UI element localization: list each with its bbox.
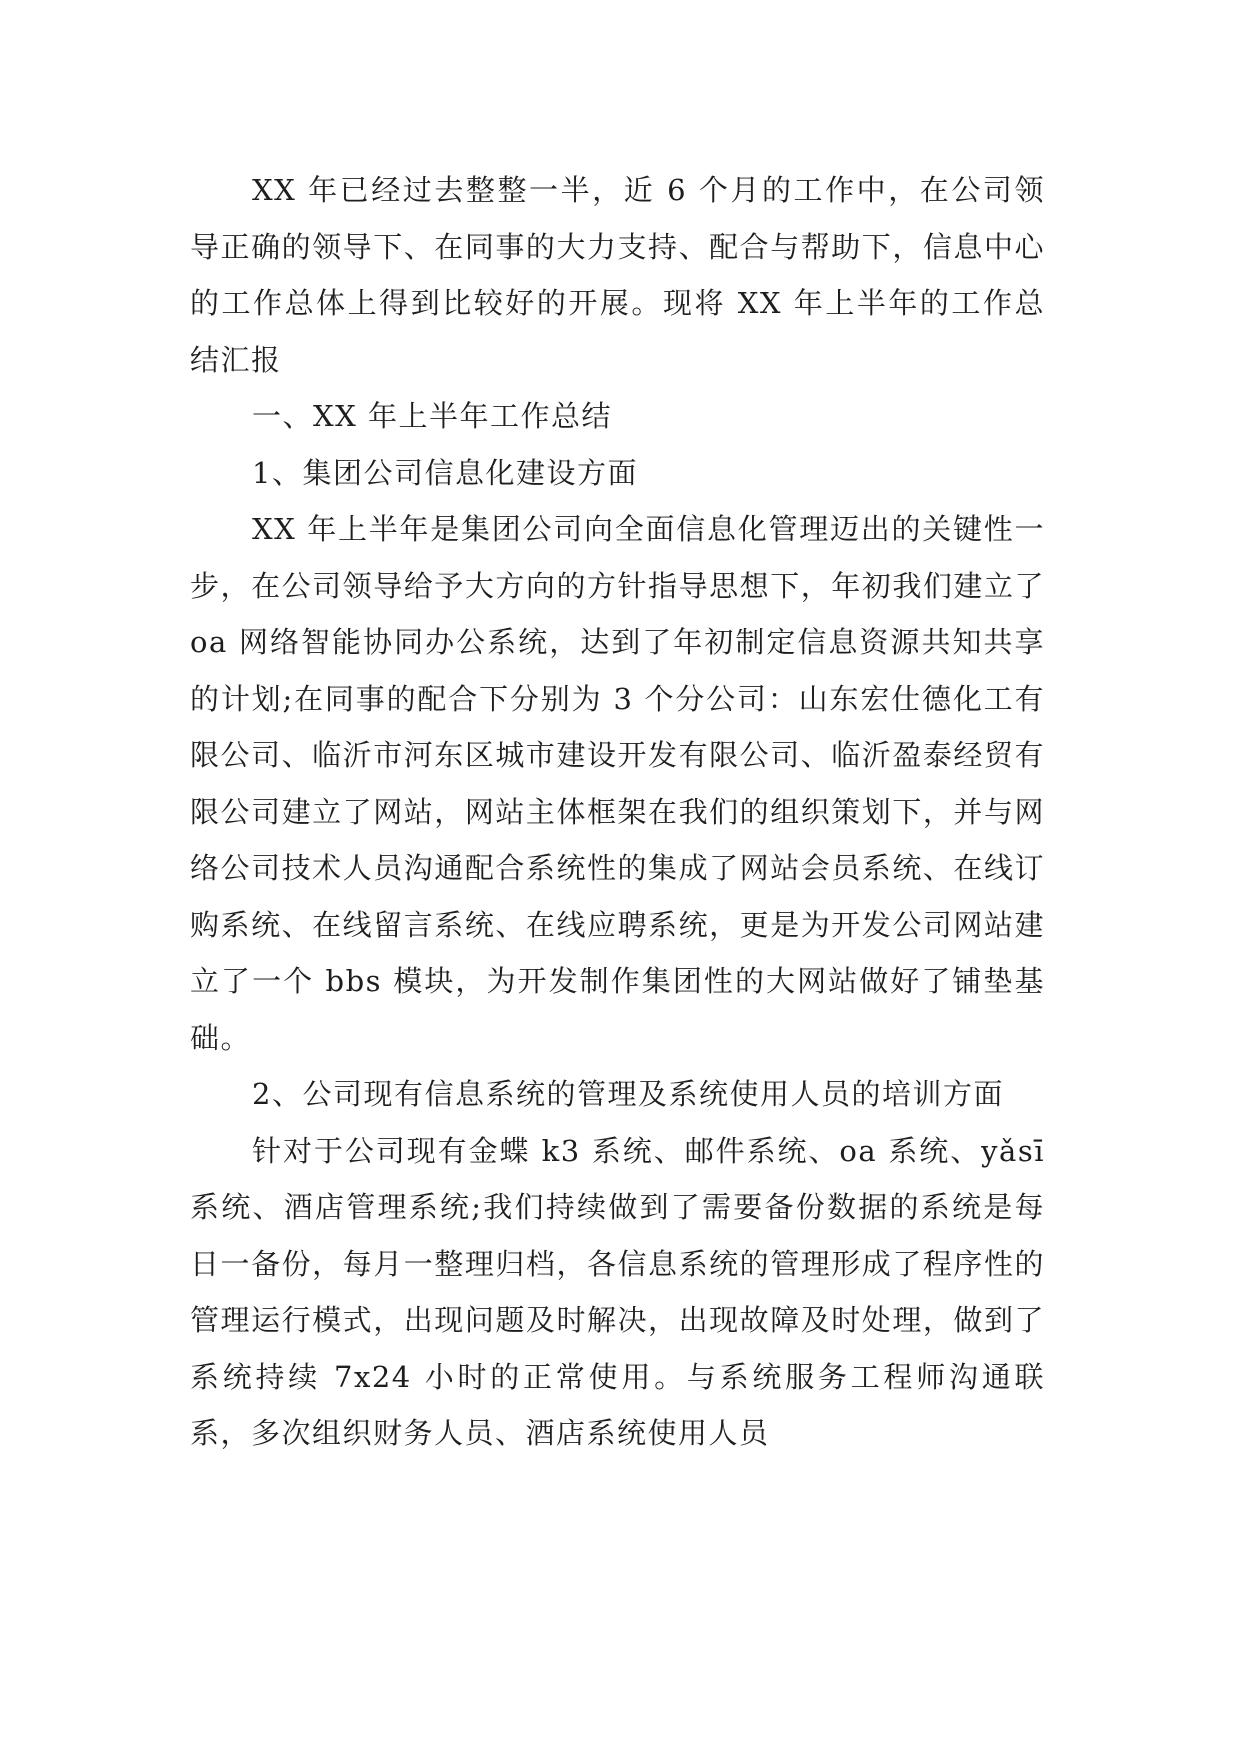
subsection-heading-1: 1、集团公司信息化建设方面 xyxy=(252,455,638,490)
body-paragraph-1: XX 年上半年是集团公司向全面信息化管理迈出的关键性一步，在公司领导给予大方向的方针指导思想下，年初我们建立了 oa 网络智能协同办公系统，达到了年初制定信息资源共知共享的计划;在同事的配合下分别为 3 个分公司：山东宏仕德化工有限公司、临沂市河东区城市建设开发有限公司、临沂盈泰经贸有限公司建立了网站，网站主体框架在我们的组织策划下，并与网络公司技术人员沟通配合系统性的集成了网站会员系统、在线订购系统、在线留言系统、在线应聘系统，更是为开发公司网站建立了一个 bbs 模块，为开发制作集团性的大网站做好了铺垫基础。 xyxy=(190,512,1045,1055)
section-heading-1: 一、XX 年上半年工作总结 xyxy=(252,399,613,433)
subsection-heading-2: 2、公司现有信息系统的管理及系统使用人员的培训方面 xyxy=(252,1077,1004,1111)
intro-paragraph: XX 年已经过去整整一半，近 6 个月的工作中，在公司领导正确的领导下、在同事的大力支持、配合与帮助下，信息中心的工作总体上得到比较好的开展。现将 XX 年上半年的工作总结汇报 xyxy=(190,173,1045,377)
document-body xyxy=(190,162,1045,1462)
body-paragraph-2: 针对于公司现有金蝶 k3 系统、邮件系统、oa 系统、yǎsī 系统、酒店管理系统;我们持续做到了需要备份数据的系统是每日一备份，每月一整理归档，各信息系统的管理形成了程序性的管理运行模式，出现问题及时解决，出现故障及时处理，做到了系统持续 7x24 小时的正常使用。与系统服务工程师沟通联系，多次组织财务人员、酒店系统使用人员 xyxy=(190,1133,1045,1450)
